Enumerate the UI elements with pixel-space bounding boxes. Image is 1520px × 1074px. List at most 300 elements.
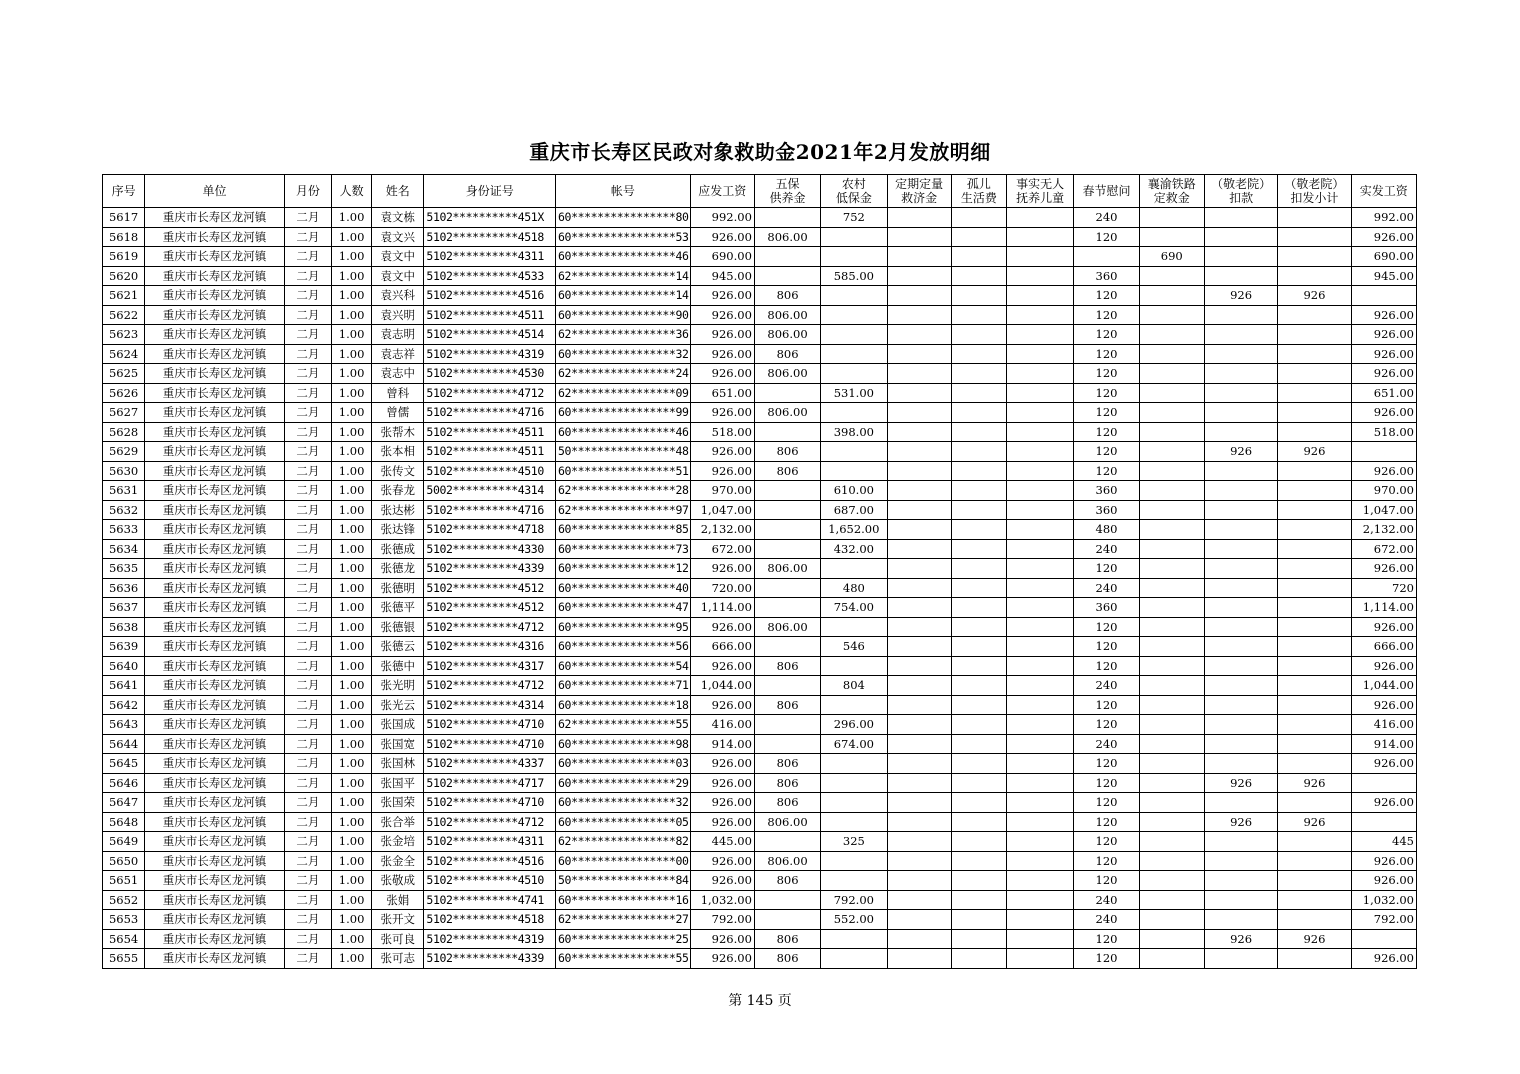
cell-name: 张国宽: [372, 734, 424, 754]
cell-regular-relief: [887, 227, 951, 247]
cell-spring-festival: 120: [1074, 364, 1139, 384]
cell-orphan: [951, 754, 1006, 774]
cell-regular-relief: [887, 871, 951, 891]
cell-count: 1.00: [332, 773, 372, 793]
cell-name: 袁志明: [372, 325, 424, 345]
cell-xiangyu-railway: [1139, 871, 1204, 891]
cell-seq: 5631: [103, 481, 145, 501]
cell-month: 二月: [284, 403, 331, 423]
cell-de-facto-orphan: [1007, 637, 1074, 657]
cell-nursing-deduction: [1204, 754, 1277, 774]
cell-de-facto-orphan: [1007, 481, 1074, 501]
cell-de-facto-orphan: [1007, 208, 1074, 228]
cell-id-number: 5102**********4337: [424, 754, 556, 774]
cell-xiangyu-railway: [1139, 422, 1204, 442]
cell-nursing-subtotal: [1278, 734, 1351, 754]
cell-net-pay: 914.00: [1351, 734, 1416, 754]
table-row: [103, 364, 1417, 384]
cell-id-number: 5102**********4716: [424, 500, 556, 520]
cell-orphan: [951, 851, 1006, 871]
cell-orphan: [951, 715, 1006, 735]
header-gross-pay: 应发工资: [690, 175, 754, 208]
cell-nursing-subtotal: [1278, 266, 1351, 286]
cell-regular-relief: [887, 578, 951, 598]
cell-seq: 5620: [103, 266, 145, 286]
cell-nursing-deduction: [1204, 364, 1277, 384]
cell-wubao: 806.00: [754, 812, 820, 832]
cell-month: 二月: [284, 266, 331, 286]
cell-account: 62****************82: [556, 832, 691, 852]
cell-name: 袁文兴: [372, 227, 424, 247]
cell-spring-festival: 240: [1074, 208, 1139, 228]
cell-wubao: 806.00: [754, 617, 820, 637]
cell-spring-festival: 360: [1074, 481, 1139, 501]
table-row: [103, 949, 1417, 969]
cell-orphan: [951, 305, 1006, 325]
cell-account: 62****************14: [556, 266, 691, 286]
cell-account: 60****************47: [556, 598, 691, 618]
cell-nursing-subtotal: [1278, 383, 1351, 403]
cell-regular-relief: [887, 461, 951, 481]
cell-gross-pay: 445.00: [690, 832, 754, 852]
cell-nursing-subtotal: [1278, 754, 1351, 774]
cell-regular-relief: [887, 734, 951, 754]
cell-id-number: 5002**********4314: [424, 481, 556, 501]
cell-rural-dibao: 610.00: [821, 481, 887, 501]
cell-count: 1.00: [332, 598, 372, 618]
cell-de-facto-orphan: [1007, 773, 1074, 793]
cell-id-number: 5102**********4319: [424, 929, 556, 949]
cell-xiangyu-railway: [1139, 481, 1204, 501]
cell-de-facto-orphan: [1007, 754, 1074, 774]
cell-rural-dibao: 674.00: [821, 734, 887, 754]
cell-de-facto-orphan: [1007, 949, 1074, 969]
cell-nursing-deduction: [1204, 481, 1277, 501]
table-row: [103, 422, 1417, 442]
cell-name: 张光云: [372, 695, 424, 715]
cell-name: 曾儒: [372, 403, 424, 423]
cell-de-facto-orphan: [1007, 910, 1074, 930]
cell-de-facto-orphan: [1007, 832, 1074, 852]
cell-regular-relief: [887, 403, 951, 423]
cell-seq: 5644: [103, 734, 145, 754]
cell-gross-pay: 926.00: [690, 461, 754, 481]
cell-xiangyu-railway: [1139, 890, 1204, 910]
table-row: [103, 481, 1417, 501]
cell-net-pay: 945.00: [1351, 266, 1416, 286]
cell-month: 二月: [284, 344, 331, 364]
table-row: [103, 520, 1417, 540]
cell-regular-relief: [887, 383, 951, 403]
cell-regular-relief: [887, 929, 951, 949]
cell-seq: 5652: [103, 890, 145, 910]
cell-gross-pay: 945.00: [690, 266, 754, 286]
cell-count: 1.00: [332, 227, 372, 247]
cell-wubao: 806: [754, 929, 820, 949]
cell-rural-dibao: 754.00: [821, 598, 887, 618]
cell-wubao: 806: [754, 773, 820, 793]
cell-regular-relief: [887, 422, 951, 442]
cell-xiangyu-railway: [1139, 637, 1204, 657]
cell-account: 60****************55: [556, 949, 691, 969]
cell-net-pay: 416.00: [1351, 715, 1416, 735]
cell-gross-pay: 926.00: [690, 949, 754, 969]
cell-de-facto-orphan: [1007, 442, 1074, 462]
cell-net-pay: 926.00: [1351, 754, 1416, 774]
cell-gross-pay: 1,114.00: [690, 598, 754, 618]
cell-nursing-deduction: [1204, 637, 1277, 657]
cell-id-number: 5102**********4512: [424, 598, 556, 618]
cell-account: 60****************56: [556, 637, 691, 657]
cell-rural-dibao: 432.00: [821, 539, 887, 559]
cell-month: 二月: [284, 461, 331, 481]
cell-de-facto-orphan: [1007, 715, 1074, 735]
cell-account: 62****************28: [556, 481, 691, 501]
cell-unit: 重庆市长寿区龙河镇: [145, 695, 285, 715]
cell-month: 二月: [284, 773, 331, 793]
cell-name: 袁文栋: [372, 208, 424, 228]
cell-rural-dibao: 585.00: [821, 266, 887, 286]
cell-xiangyu-railway: [1139, 520, 1204, 540]
cell-id-number: 5102**********4314: [424, 695, 556, 715]
cell-xiangyu-railway: [1139, 617, 1204, 637]
cell-count: 1.00: [332, 539, 372, 559]
cell-wubao: 806: [754, 344, 820, 364]
table-row: [103, 773, 1417, 793]
cell-nursing-deduction: [1204, 734, 1277, 754]
cell-regular-relief: [887, 305, 951, 325]
cell-de-facto-orphan: [1007, 364, 1074, 384]
cell-gross-pay: 690.00: [690, 247, 754, 267]
cell-name: 张可志: [372, 949, 424, 969]
cell-spring-festival: 120: [1074, 773, 1139, 793]
cell-spring-festival: 120: [1074, 442, 1139, 462]
table-row: [103, 832, 1417, 852]
cell-de-facto-orphan: [1007, 266, 1074, 286]
cell-xiangyu-railway: [1139, 812, 1204, 832]
cell-gross-pay: 926.00: [690, 559, 754, 579]
cell-spring-festival: 360: [1074, 266, 1139, 286]
cell-nursing-deduction: [1204, 559, 1277, 579]
cell-de-facto-orphan: [1007, 500, 1074, 520]
cell-xiangyu-railway: [1139, 910, 1204, 930]
cell-count: 1.00: [332, 442, 372, 462]
cell-xiangyu-railway: [1139, 851, 1204, 871]
cell-xiangyu-railway: [1139, 578, 1204, 598]
cell-gross-pay: 926.00: [690, 695, 754, 715]
cell-month: 二月: [284, 227, 331, 247]
cell-nursing-subtotal: [1278, 325, 1351, 345]
cell-regular-relief: [887, 890, 951, 910]
cell-name: 张娟: [372, 890, 424, 910]
cell-account: 62****************55: [556, 715, 691, 735]
cell-de-facto-orphan: [1007, 520, 1074, 540]
cell-unit: 重庆市长寿区龙河镇: [145, 325, 285, 345]
cell-orphan: [951, 364, 1006, 384]
cell-unit: 重庆市长寿区龙河镇: [145, 500, 285, 520]
cell-xiangyu-railway: [1139, 500, 1204, 520]
cell-rural-dibao: [821, 305, 887, 325]
cell-net-pay: [1351, 929, 1416, 949]
header-orphan: 孤儿 生活费: [951, 175, 1006, 208]
cell-nursing-deduction: [1204, 598, 1277, 618]
cell-de-facto-orphan: [1007, 344, 1074, 364]
cell-account: 60****************03: [556, 754, 691, 774]
cell-orphan: [951, 208, 1006, 228]
cell-wubao: [754, 208, 820, 228]
cell-name: 张金全: [372, 851, 424, 871]
table-row: [103, 383, 1417, 403]
cell-net-pay: 445: [1351, 832, 1416, 852]
cell-month: 二月: [284, 325, 331, 345]
cell-gross-pay: 926.00: [690, 286, 754, 306]
cell-net-pay: 651.00: [1351, 383, 1416, 403]
cell-nursing-deduction: [1204, 890, 1277, 910]
cell-seq: 5625: [103, 364, 145, 384]
cell-unit: 重庆市长寿区龙河镇: [145, 344, 285, 364]
cell-account: 50****************48: [556, 442, 691, 462]
cell-name: 张德成: [372, 539, 424, 559]
cell-de-facto-orphan: [1007, 617, 1074, 637]
cell-orphan: [951, 422, 1006, 442]
cell-nursing-subtotal: 926: [1278, 773, 1351, 793]
cell-nursing-deduction: [1204, 305, 1277, 325]
cell-count: 1.00: [332, 871, 372, 891]
cell-id-number: 5102**********4311: [424, 247, 556, 267]
cell-xiangyu-railway: [1139, 266, 1204, 286]
cell-name: 张国林: [372, 754, 424, 774]
cell-seq: 5624: [103, 344, 145, 364]
cell-nursing-subtotal: [1278, 364, 1351, 384]
cell-count: 1.00: [332, 812, 372, 832]
cell-orphan: [951, 481, 1006, 501]
cell-account: 60****************99: [556, 403, 691, 423]
cell-nursing-subtotal: 926: [1278, 286, 1351, 306]
cell-orphan: [951, 617, 1006, 637]
cell-xiangyu-railway: [1139, 344, 1204, 364]
cell-rural-dibao: 792.00: [821, 890, 887, 910]
cell-id-number: 5102**********4510: [424, 461, 556, 481]
cell-account: 60****************29: [556, 773, 691, 793]
cell-nursing-subtotal: [1278, 500, 1351, 520]
cell-seq: 5626: [103, 383, 145, 403]
cell-unit: 重庆市长寿区龙河镇: [145, 559, 285, 579]
cell-net-pay: 992.00: [1351, 208, 1416, 228]
cell-regular-relief: [887, 812, 951, 832]
cell-unit: 重庆市长寿区龙河镇: [145, 656, 285, 676]
cell-regular-relief: [887, 286, 951, 306]
cell-orphan: [951, 442, 1006, 462]
cell-account: 60****************98: [556, 734, 691, 754]
cell-month: 二月: [284, 442, 331, 462]
cell-name: 张德平: [372, 598, 424, 618]
cell-nursing-subtotal: [1278, 559, 1351, 579]
cell-de-facto-orphan: [1007, 461, 1074, 481]
cell-de-facto-orphan: [1007, 422, 1074, 442]
cell-month: 二月: [284, 383, 331, 403]
cell-spring-festival: 240: [1074, 890, 1139, 910]
table-row: [103, 598, 1417, 618]
cell-spring-festival: 120: [1074, 403, 1139, 423]
cell-nursing-subtotal: [1278, 481, 1351, 501]
cell-xiangyu-railway: [1139, 227, 1204, 247]
cell-id-number: 5102**********4339: [424, 559, 556, 579]
cell-name: 张可良: [372, 929, 424, 949]
cell-unit: 重庆市长寿区龙河镇: [145, 890, 285, 910]
table-row: [103, 695, 1417, 715]
cell-name: 张国荣: [372, 793, 424, 813]
table-row: [103, 500, 1417, 520]
cell-nursing-subtotal: [1278, 676, 1351, 696]
cell-name: 张本相: [372, 442, 424, 462]
cell-nursing-deduction: [1204, 793, 1277, 813]
cell-seq: 5641: [103, 676, 145, 696]
table-row: [103, 266, 1417, 286]
cell-orphan: [951, 578, 1006, 598]
cell-unit: 重庆市长寿区龙河镇: [145, 364, 285, 384]
cell-count: 1.00: [332, 929, 372, 949]
cell-nursing-subtotal: 926: [1278, 929, 1351, 949]
cell-name: 袁志中: [372, 364, 424, 384]
cell-net-pay: 1,032.00: [1351, 890, 1416, 910]
table-row: [103, 637, 1417, 657]
cell-gross-pay: 926.00: [690, 871, 754, 891]
table-row: [103, 227, 1417, 247]
cell-nursing-deduction: [1204, 325, 1277, 345]
cell-wubao: 806.00: [754, 227, 820, 247]
cell-month: 二月: [284, 676, 331, 696]
cell-count: 1.00: [332, 890, 372, 910]
cell-spring-festival: 120: [1074, 793, 1139, 813]
cell-gross-pay: 416.00: [690, 715, 754, 735]
cell-unit: 重庆市长寿区龙河镇: [145, 637, 285, 657]
cell-spring-festival: 120: [1074, 754, 1139, 774]
cell-xiangyu-railway: [1139, 364, 1204, 384]
cell-wubao: 806.00: [754, 325, 820, 345]
cell-unit: 重庆市长寿区龙河镇: [145, 481, 285, 501]
cell-gross-pay: 992.00: [690, 208, 754, 228]
cell-xiangyu-railway: [1139, 598, 1204, 618]
cell-wubao: [754, 598, 820, 618]
cell-seq: 5642: [103, 695, 145, 715]
cell-gross-pay: 926.00: [690, 929, 754, 949]
cell-seq: 5648: [103, 812, 145, 832]
cell-id-number: 5102**********4516: [424, 851, 556, 871]
cell-orphan: [951, 890, 1006, 910]
cell-orphan: [951, 832, 1006, 852]
cell-id-number: 5102**********4319: [424, 344, 556, 364]
cell-regular-relief: [887, 559, 951, 579]
cell-account: 60****************32: [556, 793, 691, 813]
cell-regular-relief: [887, 695, 951, 715]
cell-name: 袁文中: [372, 266, 424, 286]
cell-nursing-deduction: [1204, 656, 1277, 676]
cell-nursing-deduction: [1204, 851, 1277, 871]
cell-unit: 重庆市长寿区龙河镇: [145, 734, 285, 754]
cell-net-pay: [1351, 812, 1416, 832]
cell-month: 二月: [284, 578, 331, 598]
cell-unit: 重庆市长寿区龙河镇: [145, 305, 285, 325]
table-row: [103, 539, 1417, 559]
cell-rural-dibao: [821, 617, 887, 637]
cell-seq: 5649: [103, 832, 145, 852]
cell-nursing-deduction: 926: [1204, 929, 1277, 949]
cell-xiangyu-railway: [1139, 949, 1204, 969]
cell-de-facto-orphan: [1007, 383, 1074, 403]
cell-count: 1.00: [332, 910, 372, 930]
table-row: [103, 734, 1417, 754]
cell-net-pay: 926.00: [1351, 949, 1416, 969]
cell-rural-dibao: [821, 871, 887, 891]
cell-name: 张达锋: [372, 520, 424, 540]
cell-wubao: [754, 247, 820, 267]
cell-rural-dibao: [821, 793, 887, 813]
cell-net-pay: [1351, 286, 1416, 306]
cell-id-number: 5102**********4716: [424, 403, 556, 423]
cell-unit: 重庆市长寿区龙河镇: [145, 754, 285, 774]
cell-account: 62****************24: [556, 364, 691, 384]
cell-count: 1.00: [332, 247, 372, 267]
cell-unit: 重庆市长寿区龙河镇: [145, 617, 285, 637]
cell-net-pay: 720: [1351, 578, 1416, 598]
table-row: [103, 325, 1417, 345]
cell-regular-relief: [887, 910, 951, 930]
cell-spring-festival: 240: [1074, 539, 1139, 559]
cell-rural-dibao: [821, 227, 887, 247]
cell-orphan: [951, 793, 1006, 813]
table-row: [103, 676, 1417, 696]
cell-wubao: 806: [754, 461, 820, 481]
cell-de-facto-orphan: [1007, 851, 1074, 871]
cell-orphan: [951, 383, 1006, 403]
cell-nursing-deduction: [1204, 695, 1277, 715]
cell-unit: 重庆市长寿区龙河镇: [145, 286, 285, 306]
cell-account: 60****************16: [556, 890, 691, 910]
cell-orphan: [951, 325, 1006, 345]
cell-nursing-subtotal: [1278, 851, 1351, 871]
cell-rural-dibao: [821, 949, 887, 969]
cell-wubao: [754, 676, 820, 696]
cell-spring-festival: 120: [1074, 637, 1139, 657]
cell-net-pay: [1351, 442, 1416, 462]
cell-regular-relief: [887, 208, 951, 228]
cell-name: 张春龙: [372, 481, 424, 501]
cell-unit: 重庆市长寿区龙河镇: [145, 539, 285, 559]
cell-spring-festival: 120: [1074, 656, 1139, 676]
cell-name: 张帮木: [372, 422, 424, 442]
cell-month: 二月: [284, 637, 331, 657]
cell-nursing-deduction: [1204, 676, 1277, 696]
cell-nursing-subtotal: [1278, 656, 1351, 676]
cell-nursing-subtotal: [1278, 305, 1351, 325]
header-month: 月份: [284, 175, 331, 208]
cell-nursing-deduction: [1204, 403, 1277, 423]
cell-regular-relief: [887, 637, 951, 657]
cell-name: 张光明: [372, 676, 424, 696]
cell-nursing-deduction: [1204, 578, 1277, 598]
cell-count: 1.00: [332, 949, 372, 969]
cell-account: 62****************09: [556, 383, 691, 403]
cell-month: 二月: [284, 715, 331, 735]
cell-count: 1.00: [332, 305, 372, 325]
header-rural-dibao: 农村 低保金: [821, 175, 887, 208]
cell-xiangyu-railway: [1139, 305, 1204, 325]
cell-month: 二月: [284, 305, 331, 325]
cell-net-pay: 926.00: [1351, 344, 1416, 364]
cell-seq: 5619: [103, 247, 145, 267]
cell-id-number: 5102**********4712: [424, 383, 556, 403]
header-net-pay: 实发工资: [1351, 175, 1416, 208]
